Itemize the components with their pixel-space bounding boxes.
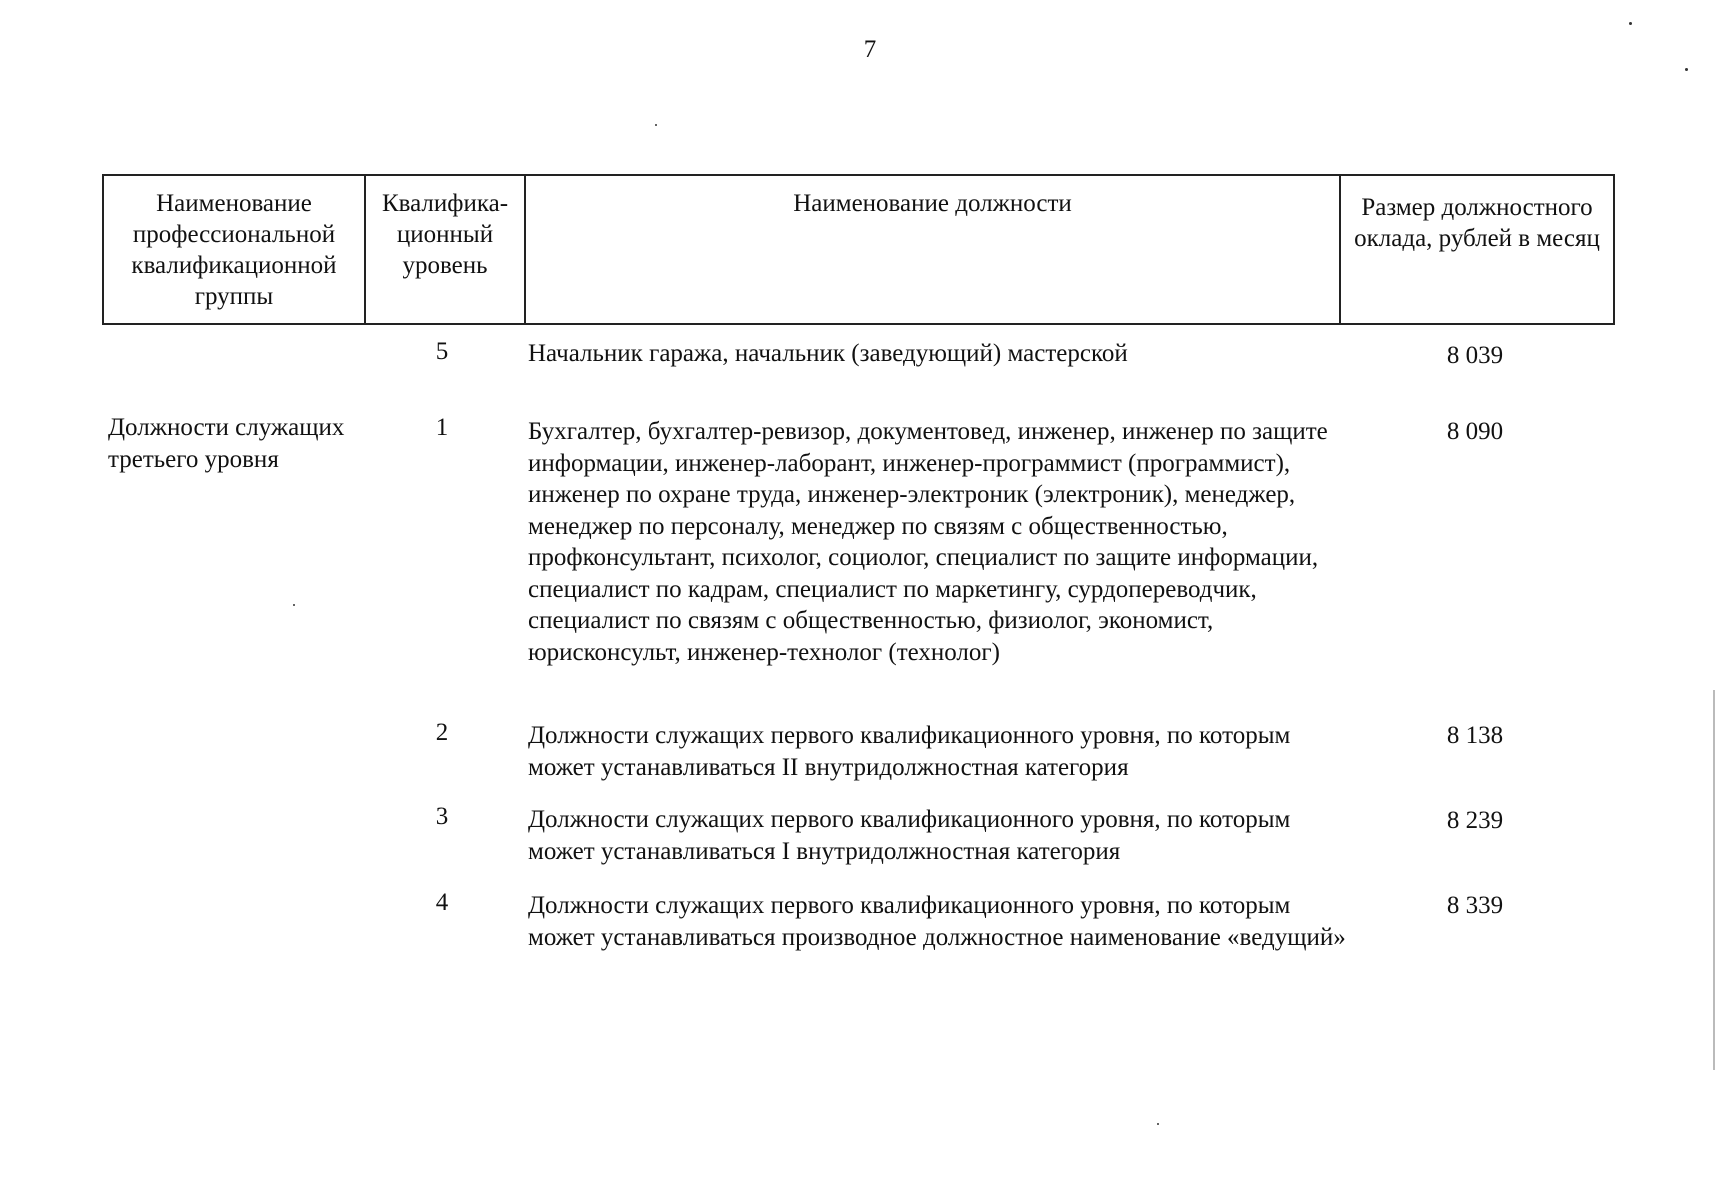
header-salary: Размер должностного оклада, рублей в месяц (1354, 194, 1600, 252)
level-cell: 4 (435, 889, 449, 916)
level-cell: 5 (435, 338, 449, 365)
level-cell: 1 (435, 414, 449, 441)
salary-cell: 8 339 (1446, 892, 1504, 919)
salary-cell: 8 138 (1446, 722, 1504, 749)
position-cell: Бухгалтер, бухгалтер-ревизор, документовед, инженер, инженер по защите информации, инженер-лаборант, инженер-программист (программист), инженер по охране труда, инженер-электроник (электроник), менеджер, менеджер по персоналу, менеджер по связям с общественностью, профконсультант, психолог, социолог, специалист по защите информации, специалист по кадрам, специалист по маркетингу, сурдопереводчик, специалист по связям с общественностью, физиолог, экономист, юрисконсульт, инженер-технолог (технолог) (528, 418, 1328, 666)
scan-speck (1629, 22, 1632, 25)
scan-speck (1157, 1123, 1159, 1125)
group-cell: Должности служащих третьего уровня (108, 414, 345, 473)
salary-cell: 8 039 (1446, 342, 1504, 369)
header-group: Наименование профессиональной квалификационной группы (104, 176, 366, 323)
page-number: 7 (863, 36, 877, 63)
scan-speck (1685, 68, 1688, 71)
header-position: Наименование должности (526, 176, 1341, 323)
salary-cell: 8 239 (1446, 807, 1504, 834)
level-cell: 3 (435, 803, 449, 830)
salary-cell: 8 090 (1446, 418, 1504, 445)
position-cell: Должности служащих первого квалификационного уровня, по которым может устанавливаться производное должностное наименование «ведущий» (528, 892, 1346, 951)
position-cell: Должности служащих первого квалификационного уровня, по которым может устанавливаться I внутридолжностная категория (528, 806, 1291, 865)
scan-speck (293, 604, 295, 606)
position-cell: Начальник гаража, начальник (заведующий) мастерской (528, 340, 1128, 367)
scan-speck (655, 124, 657, 126)
table-header (102, 174, 1615, 325)
header-level: Квалифика-ционный уровень (366, 176, 526, 323)
level-cell: 2 (435, 719, 449, 746)
position-cell: Должности служащих первого квалификационного уровня, по которым может устанавливаться II внутридолжностная категория (528, 722, 1291, 781)
